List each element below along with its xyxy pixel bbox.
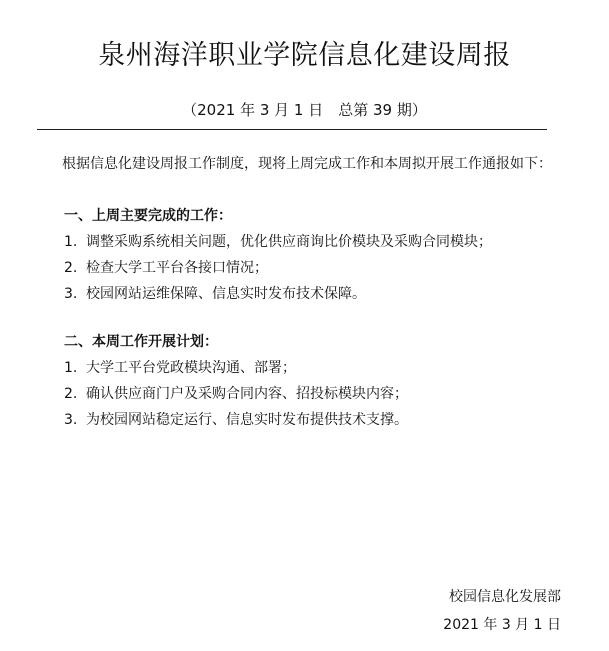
issue-line: （2021 年 3 月 1 日 总第 39 期） (182, 101, 427, 119)
issue-date: 2021 年 3 月 1 日 (443, 617, 561, 633)
section-last-week (64, 203, 594, 307)
section-heading: 一、上周主要完成的工作： (64, 208, 232, 224)
item-text: 为校园网站稳定运行、信息实时发布提供技术支撑。 (86, 412, 408, 428)
item-number: 3. (64, 286, 78, 302)
item-text: 调整采购系统相关问题，优化供应商询比价模块及采购合同模块； (86, 234, 492, 250)
title-divider (37, 129, 547, 130)
item-text: 校园网站运维保障、信息实时发布技术保障。 (86, 286, 366, 302)
section-this-week (64, 329, 594, 433)
item-text: 确认供应商门户及采购合同内容、招投标模块内容； (86, 386, 408, 402)
report-footer (443, 583, 561, 639)
list-item (64, 381, 594, 407)
list-item (64, 255, 594, 281)
item-number: 3. (64, 412, 78, 428)
report-title: 泉州海洋职业学院信息化建设周报 (98, 40, 511, 71)
item-number: 2. (64, 260, 78, 276)
intro-paragraph: 根据信息化建设周报工作制度，现将上周完成工作和本周拟开展工作通报如下： (62, 156, 552, 172)
item-number: 1. (64, 234, 78, 250)
list-item (64, 229, 594, 255)
item-text: 大学工平台党政模块沟通、部署； (86, 360, 296, 376)
list-item (64, 355, 594, 381)
item-text: 检查大学工平台各接口情况； (86, 260, 268, 276)
section-heading: 二、本周工作开展计划： (64, 334, 218, 350)
item-number: 1. (64, 360, 78, 376)
item-number: 2. (64, 386, 78, 402)
issuing-department: 校园信息化发展部 (449, 589, 561, 605)
list-item (64, 407, 594, 433)
list-item (64, 281, 594, 307)
